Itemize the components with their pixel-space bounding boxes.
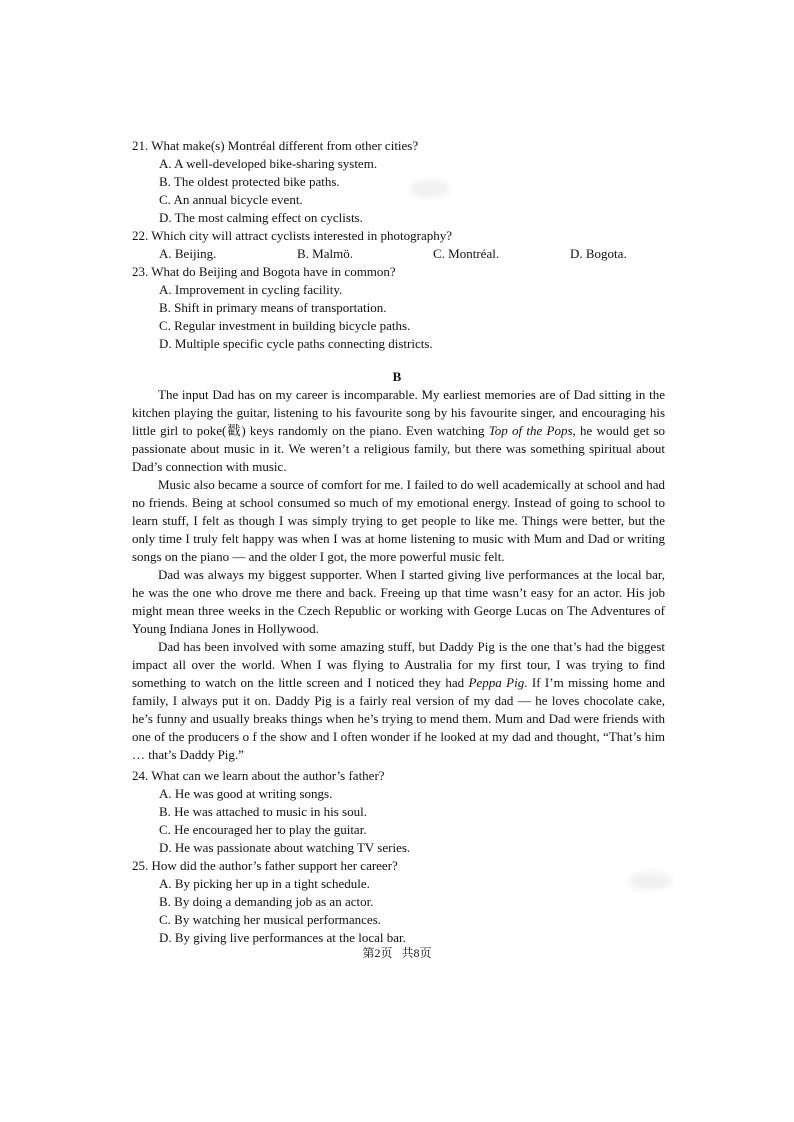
- page-number: 第2页 共8页: [362, 946, 432, 960]
- option-b: B. Shift in primary means of transportation.: [159, 300, 387, 315]
- section-title: B: [392, 369, 402, 384]
- option-a: A. By picking her up in a tight schedule.: [159, 876, 370, 891]
- reading-passage: [132, 386, 665, 764]
- option-d: D. He was passionate about watching TV series.: [159, 840, 411, 855]
- tv-show-title: Top of the Pops: [488, 423, 573, 438]
- option-d: D. The most calming effect on cyclists.: [159, 210, 363, 225]
- question-stem: 22. Which city will attract cyclists interested in photography?: [132, 228, 452, 243]
- paragraph-2: Music also became a source of comfort for me. I failed to do well academically at school and had no friends. Being at school consumed so much of my emotional energy. Instead of going to school to learn stuff, I felt as though I was simply trying to get people to like me. Things were better, but the only time I truly felt happy was when I was at home listening to music with Mum and Dad or writing songs on the piano — and the older I got, the more powerful music felt.: [132, 477, 665, 564]
- question-stem: 24. What can we learn about the author’s father?: [132, 768, 385, 783]
- option-a: A. Beijing.: [159, 246, 217, 261]
- option-c: C. By watching her musical performances.: [159, 912, 382, 927]
- option-b: B. By doing a demanding job as an actor.: [159, 894, 374, 909]
- text-run: . If I’m missing home and family, I always put it on. Daddy Pig is a fairly real version of my dad — he loves chocolate cake, he’s funny and usually breaks things when he’s trying to mend them. Mum and Dad were friends with one of the producers o f the show and I often wonder if he looked at my dad and thought, “That’s him … that’s Daddy Pig.”: [132, 675, 665, 762]
- option-c: C. He encouraged her to play the guitar.: [159, 822, 367, 837]
- option-d: D. Bogota.: [570, 246, 627, 261]
- text-run: , he would get so passionate about music in it. We weren’t a religious family, but there was something spiritual about Dad’s connection with music.: [132, 423, 666, 474]
- question-stem: 25. How did the author’s father support her career?: [132, 858, 398, 873]
- scan-smudge: [410, 180, 450, 198]
- option-b: B. He was attached to music in his soul.: [159, 804, 367, 819]
- paragraph-3: Dad was always my biggest supporter. When I started giving live performances at the local bar, he was the one who drove me there and back. Freeing up that time wasn’t easy for an actor. His job might mean three weeks in the Czech Republic or working with George Lucas on The Adventures of Young Indiana Jones in Hollywood.: [132, 567, 665, 636]
- question-stem: 23. What do Beijing and Bogota have in common?: [132, 264, 396, 279]
- option-d: D. By giving live performances at the local bar.: [159, 930, 406, 945]
- option-b: B. Malmö.: [297, 246, 353, 261]
- option-c: C. An annual bicycle event.: [159, 192, 303, 207]
- question-stem: 21. What make(s) Montréal different from other cities?: [132, 138, 419, 153]
- option-b: B. The oldest protected bike paths.: [159, 174, 340, 189]
- option-d: D. Multiple specific cycle paths connecting districts.: [159, 336, 433, 351]
- option-a: A. Improvement in cycling facility.: [159, 282, 343, 297]
- option-c: C. Regular investment in building bicycle paths.: [159, 318, 411, 333]
- option-a: A. A well-developed bike-sharing system.: [159, 156, 378, 171]
- paragraph-4: [132, 638, 665, 764]
- option-a: A. He was good at writing songs.: [159, 786, 333, 801]
- text-run: The input Dad has on my career is incomparable. My earliest memories are of Dad sitting in the kitchen playing the guitar, listening to his favourite song by his favourite singer, and encouraging his little girl to poke(戳) keys randomly on the piano. Even watching: [132, 387, 665, 438]
- scan-smudge: [628, 872, 672, 890]
- option-c: C. Montréal.: [433, 246, 500, 261]
- paragraph-1: [132, 386, 665, 476]
- tv-show-title: Peppa Pig: [468, 675, 525, 690]
- text-run: Dad has been involved with some amazing stuff, but Daddy Pig is the one that’s had the biggest impact all over the world. When I was flying to Australia for my first tour, I was trying to find something to watch on the little screen and I noticed they had: [132, 639, 665, 690]
